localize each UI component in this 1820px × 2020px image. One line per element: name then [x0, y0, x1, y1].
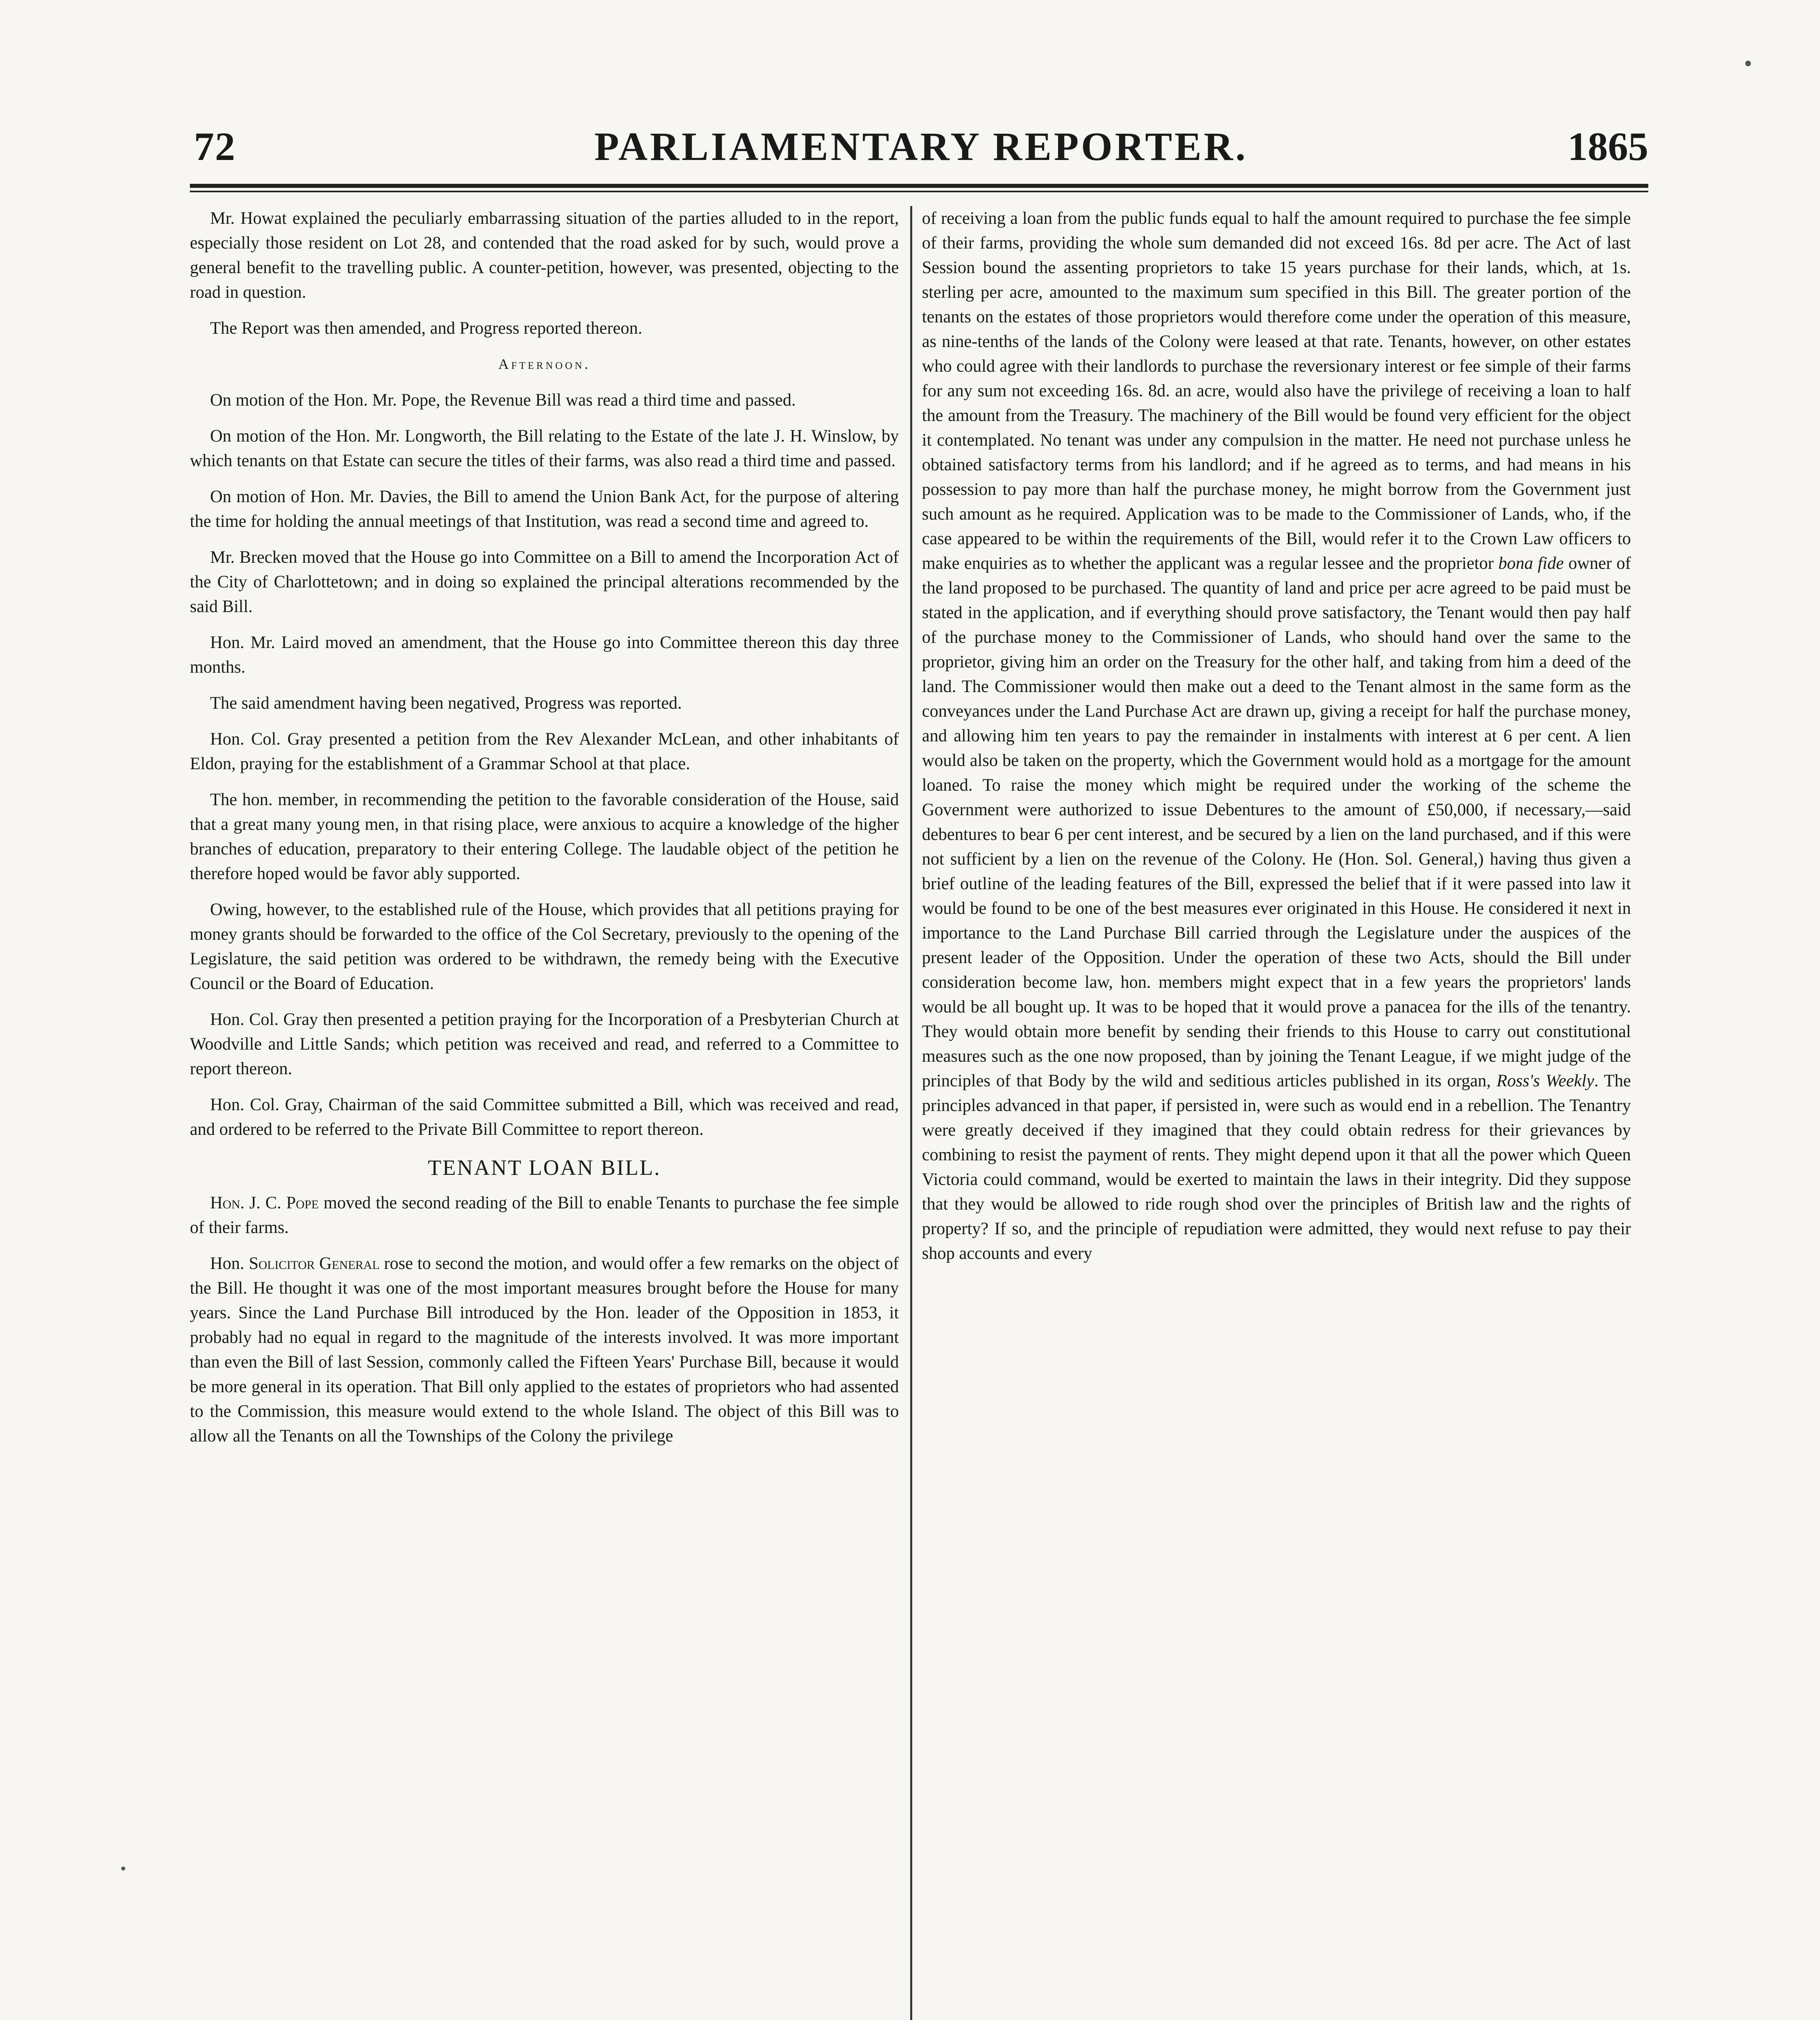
page-year: 1865 [1568, 124, 1648, 169]
header-rule-thin [190, 191, 1648, 192]
paragraph: Hon. Col. Gray then presented a petition praying for the Incorporation of a Presbyterian Church at Woodville and Little Sands; which petition was received and read, and referred to a Committee to report thereon. [190, 1010, 899, 1078]
paragraph: Hon. Col. Gray, Chairman of the said Committee submitted a Bill, which was received and read, and ordered to be referred to the Private Bill Committee to report thereon. [190, 1095, 899, 1139]
paragraph [190, 1191, 899, 1240]
paragraph: Mr. Brecken moved that the House go into Committee on a Bill to amend the Incorporation Act of the City of Charlottetown; and in doing so explained the principal alterations recommended by the said Bill. [190, 548, 899, 616]
paragraph-text: moved the second reading of the Bill to enable Tenants to purchase the fee simple of their farms. [190, 1193, 899, 1237]
paragraph: The said amendment having been negatived, Progress was reported. [210, 694, 682, 713]
print-speck [121, 1866, 125, 1871]
right-column [922, 206, 1631, 2020]
paragraph: Hon. Col. Gray presented a petition from the Rev Alexander McLean, and other inhabitants of Eldon, praying for the establishment of a Grammar School at that place. [190, 730, 899, 773]
left-column [190, 206, 899, 2020]
paragraph-text: rose to second the motion, and would offer a few remarks on the object of the Bill. He thought it was one of the most important measures brought before the House for many years. Since the Land Purchase Bill introduced by the Hon. leader of the Opposition in 1853, it probably had no equal in regard to the magnitude of the interests involved. It was more important than even the Bill of last Session, commonly called the Fifteen Years' Purchase Bill, because it would be more general in its operation. That Bill only applied to the estates of proprietors who had assented to the Commission, this measure would extend to the whole Island. The object of this Bill was to allow all the Tenants on all the Townships of the Colony the privilege [190, 1254, 899, 1446]
speaker-name: Solicitor General [248, 1254, 380, 1273]
paragraph: On motion of Hon. Mr. Davies, the Bill to amend the Union Bank Act, for the purpose of altering the time for holding the annual meetings of that Institution, was read a second time and agreed to. [190, 487, 899, 531]
paragraph: Owing, however, to the established rule of the House, which provides that all petitions praying for money grants should be forwarded to the office of the Col Secretary, previously to the opening of the Legislature, the said petition was ordered to be withdrawn, the remedy being with the Executive Council or the Board of Education. [190, 900, 899, 993]
afternoon-subheading: Afternoon. [498, 356, 591, 372]
paragraph: Mr. Howat explained the peculiarly embarrassing situation of the parties alluded to in the report, especially those resident on Lot 28, and contended that the road asked for by such, would prove a general benefit to the travelling public. A counter-petition, however, was presented, objecting to the road in question. [190, 209, 899, 302]
paragraph-text: . The principles advanced in that paper, if persisted in, were such as would end in a rebellion. The Tenantry were greatly deceived if they imagined that they could obtain redress for their grievances by combining to resist the payment of rents. They might depend upon it that all the power which Queen Victoria could command, would be exerted to maintain the laws in their integrity. Did they suppose that they would be allowed to ride rough shod over the principles of British law and the rights of property? If so, and the principle of repudiation were admitted, they would next refuse to pay their shop accounts and every [922, 1071, 1631, 1263]
paragraph: The hon. member, in recommending the petition to the favorable consideration of the House, said that a great many young men, in that rising place, were anxious to acquire a knowledge of the higher branches of education, preparatory to their entering College. The laudable object of the petition he therefore hoped would be favor ably supported. [190, 790, 899, 883]
section-heading: TENANT LOAN BILL. [428, 1155, 661, 1180]
print-speck [1745, 61, 1751, 66]
italic-text: bona fide [1498, 554, 1564, 573]
paragraph: On motion of the Hon. Mr. Longworth, the Bill relating to the Estate of the late J. H. Winslow, by which tenants on that Estate can secure the titles of their farms, was also read a third time and passed. [190, 427, 899, 470]
paragraph-text: owner of the land proposed to be purchased. The quantity of land and price per acre agreed to be paid must be stated in the application, and if everything should prove satisfactory, the Tenant would then pay half of the purchase money to the Commissioner of Lands, who should hand over the same to the proprietor, giving him an order on the Treasury for the other half, and taking from him a deed of the land. The Commissioner would then make out a deed to the Tenant almost in the same form as the conveyances under the Land Purchase Act are drawn up, giving a receipt for half the purchase money, and allowing him ten years to pay the remainder in instalments with interest at 6 per cent. A lien would also be taken on the property, which the Government would hold as a mortgage for the amount loaned. To raise the money which might be required under the working of the scheme the Government were authorized to issue Debentures to the amount of £50,000, if necessary,—said debentures to bear 6 per cent interest, and be secured by a lien on the land purchased, and if this were not sufficient by a lien on the revenue of the Colony. He (Hon. Sol. General,) having thus given a brief outline of the leading features of the Bill, expressed the belief that if it were passed into law it would be found to be one of the best measures ever originated in this House. He considered it next in importance to the Land Purchase Bill carried through the Legislature under the auspices of the present leader of the Opposition. Under the operation of these two Acts, should the Bill under consideration become law, hon. members might expect that in a few years the proprietors' lands would be all bought up. It was to be hoped that it would prove a panacea for the ills of the tenantry. They would obtain more benefit by sending their friends to this House to carry out constitutional measures such as the one now proposed, than by joining the Tenant League, if we might judge of the principles of that Body by the wild and seditious articles published in its organ, [922, 554, 1631, 1090]
paragraph-text: of receiving a loan from the public funds equal to half the amount required to purchase the fee simple of their farms, providing the whole sum demanded did not exceed 16s. 8d per acre. The Act of last Session bound the assenting proprietors to take 15 years purchase for their lands, which, at 1s. sterling per acre, amounted to the maximum sum specified in this Bill. The greater portion of the tenants on the estates of those proprietors would therefore come under the operation of this measure, as nine-tenths of the lands of the Colony were leased at that rate. Tenants, however, on other estates who could agree with their landlords to purchase the reversionary interest or fee simple of their farms for any sum not exceeding 16s. 8d. an acre, would also have the privilege of receiving a loan to half the amount from the Treasury. The machinery of the Bill would be found very efficient for the object it contemplated. No tenant was under any compulsion in the matter. He need not purchase unless he obtained satisfactory terms from his landlord; and if he agreed as to terms, and had means in his possession to pay more than half the purchase money, he might borrow from the Government just such amount as he required. Application was to be made to the Commissioner of Lands, who, if the case appeared to be within the requirements of the Bill, would refer it to the Crown Law officers to make enquiries as to whether the applicant was a regular lessee and the proprietor [922, 209, 1631, 573]
paragraph: On motion of the Hon. Mr. Pope, the Revenue Bill was read a third time and passed. [210, 391, 796, 410]
speaker-prefix: Hon. [210, 1254, 249, 1273]
column-divider [910, 206, 912, 2020]
paragraph: Hon. Mr. Laird moved an amendment, that the House go into Committee thereon this day three months. [190, 633, 899, 677]
page-header [194, 123, 1648, 176]
paragraph [190, 1251, 899, 1448]
paragraph: The Report was then amended, and Progress reported thereon. [210, 319, 642, 338]
page-number: 72 [194, 124, 236, 169]
paragraph [922, 206, 1631, 1266]
italic-text: Ross's Weekly [1496, 1071, 1594, 1090]
header-rule-thick [190, 184, 1648, 188]
publication-title: PARLIAMENTARY REPORTER. [594, 124, 1248, 169]
speaker-name: Hon. J. C. Pope [210, 1193, 319, 1212]
